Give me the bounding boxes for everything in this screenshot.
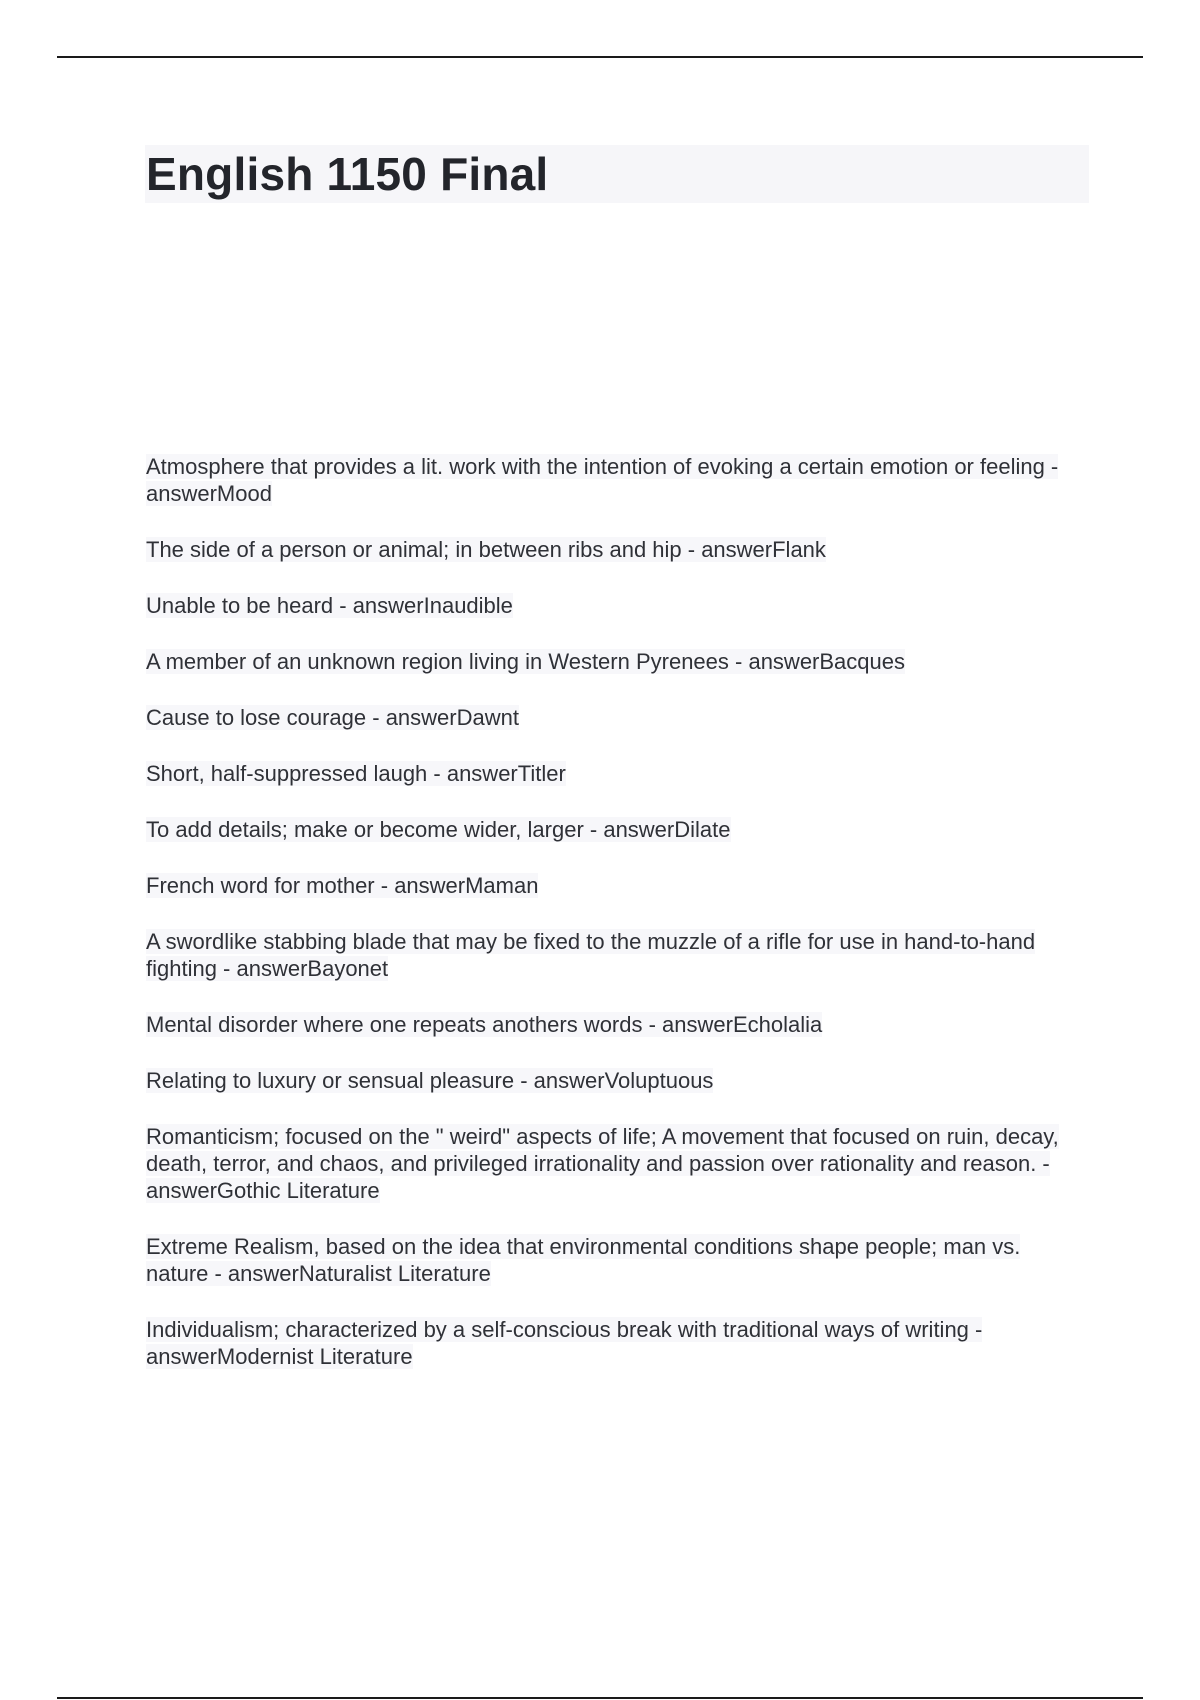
page-title: English 1150 Final — [146, 148, 549, 200]
list-item — [146, 536, 1076, 563]
list-item — [146, 1123, 1076, 1204]
list-item — [146, 1067, 1076, 1094]
entry-text: The side of a person or animal; in between ribs and hip - answerFlank — [146, 537, 826, 562]
list-item — [146, 704, 1076, 731]
list-item — [146, 1233, 1076, 1287]
entry-text: Romanticism; focused on the " weird" aspects of life; A movement that focused on ruin, decay, death, terror, and chaos, and privileged irrationality and passion over rationality and reason. - answerGothic Literature — [146, 1124, 1059, 1203]
list-item — [146, 592, 1076, 619]
flashcard-list — [146, 453, 1076, 1399]
entry-text: To add details; make or become wider, larger - answerDilate — [146, 817, 731, 842]
list-item — [146, 760, 1076, 787]
list-item — [146, 1316, 1076, 1370]
entry-text: Relating to luxury or sensual pleasure - answerVoluptuous — [146, 1068, 714, 1093]
entry-text: French word for mother - answerMaman — [146, 873, 539, 898]
entry-text: Mental disorder where one repeats anothers words - answerEcholalia — [146, 1012, 823, 1037]
list-item — [146, 872, 1076, 899]
list-item — [146, 1011, 1076, 1038]
entry-text: Atmosphere that provides a lit. work with the intention of evoking a certain emotion or feeling - answerMood — [146, 454, 1059, 506]
entry-text: Unable to be heard - answerInaudible — [146, 593, 513, 618]
entry-text: A swordlike stabbing blade that may be fixed to the muzzle of a rifle for use in hand-to-hand fighting - answerBayonet — [146, 929, 1036, 981]
list-item — [146, 928, 1076, 982]
list-item — [146, 648, 1076, 675]
entry-text: Cause to lose courage - answerDawnt — [146, 705, 519, 730]
entry-text: Extreme Realism, based on the idea that environmental conditions shape people; man vs. nature - answerNaturalist Literature — [146, 1234, 1021, 1286]
list-item — [146, 453, 1076, 507]
top-rule — [57, 56, 1143, 58]
bottom-rule — [57, 1697, 1143, 1699]
entry-text: Individualism; characterized by a self-conscious break with traditional ways of writing - answerModernist Literature — [146, 1317, 983, 1369]
entry-text: Short, half-suppressed laugh - answerTitler — [146, 761, 566, 786]
entry-text: A member of an unknown region living in Western Pyrenees - answerBacques — [146, 649, 905, 674]
list-item — [146, 816, 1076, 843]
